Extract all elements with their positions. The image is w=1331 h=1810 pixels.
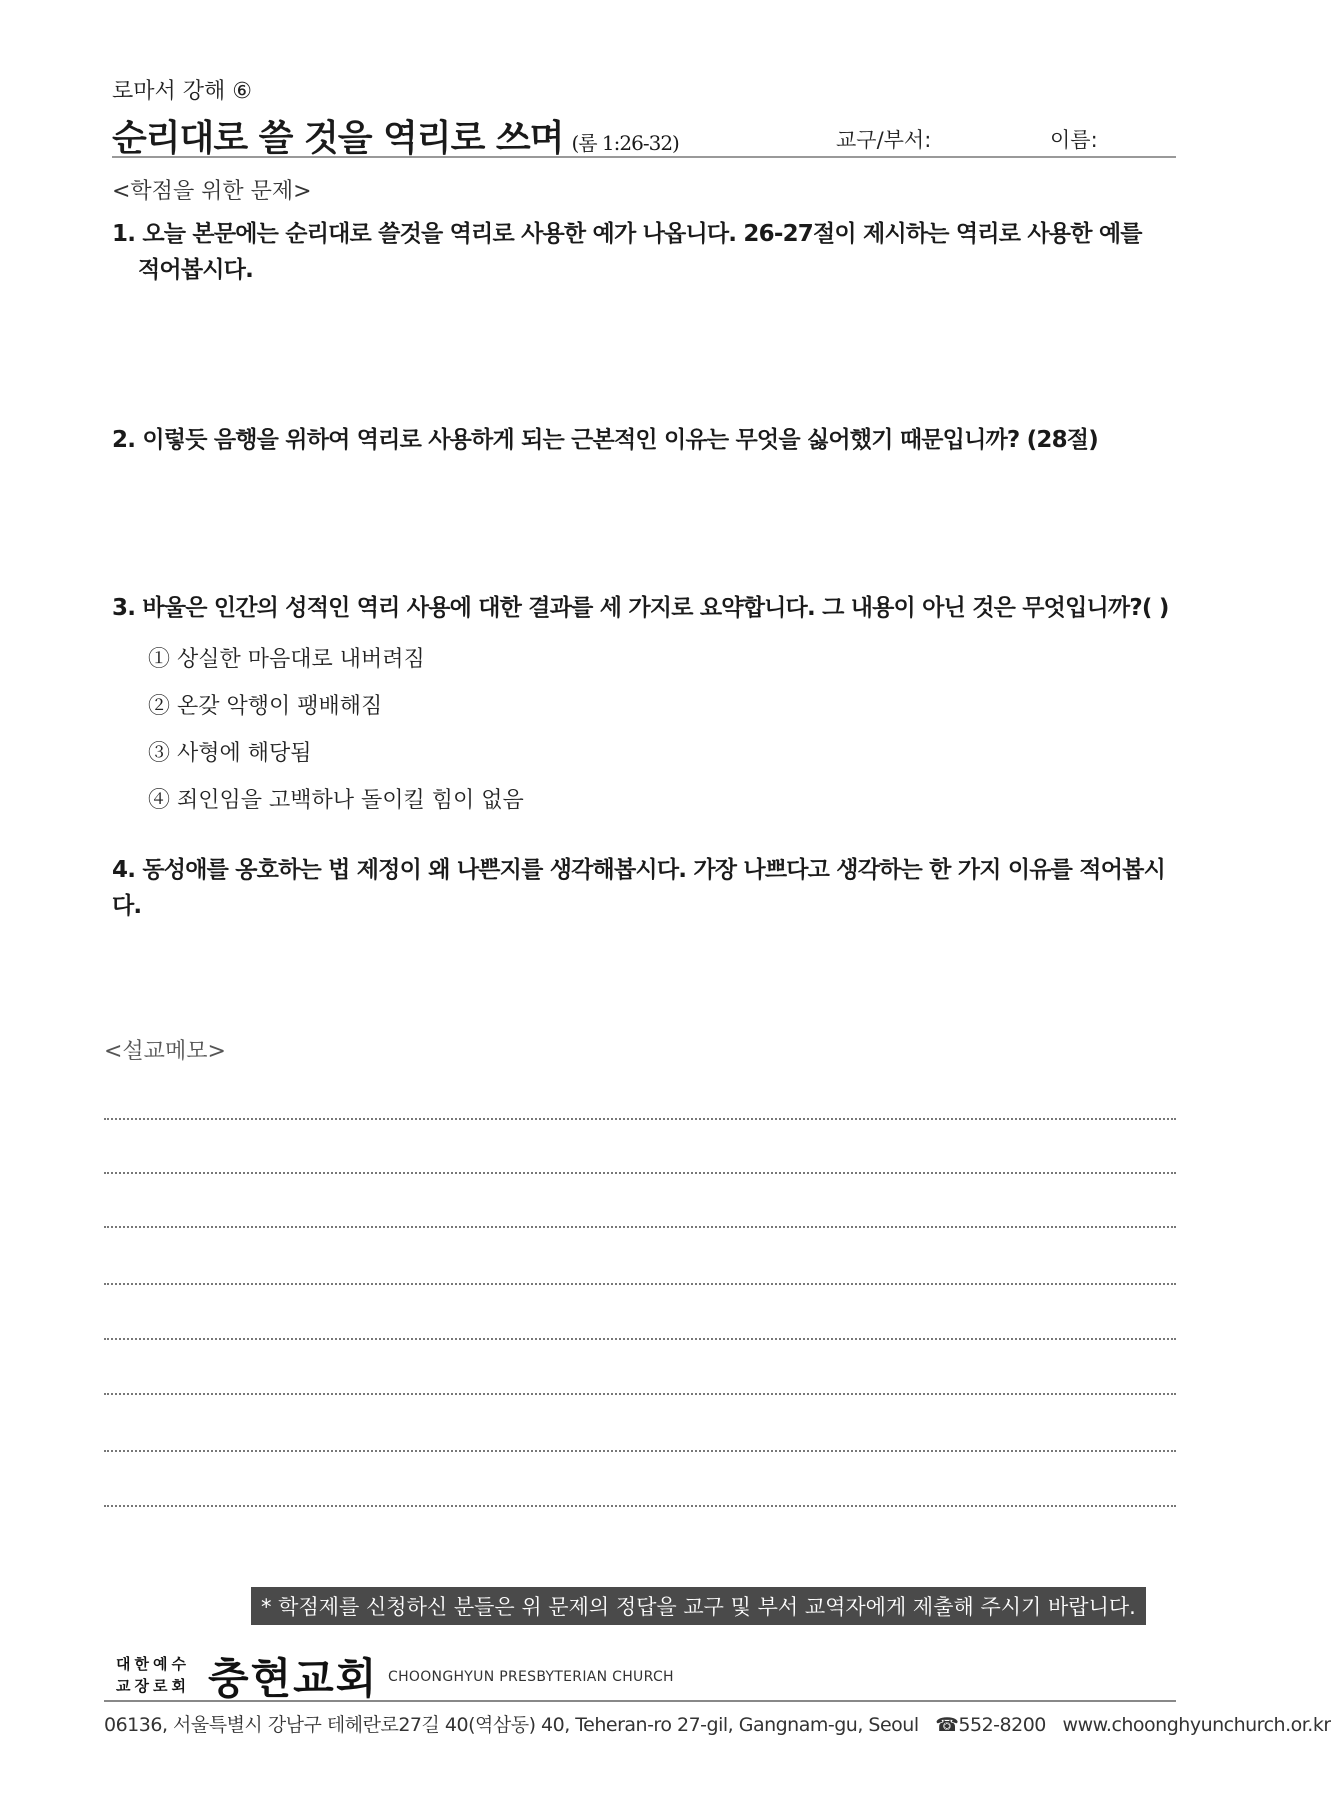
page-title: [112, 110, 679, 161]
question-text: 바울은 인간의 성적인 역리 사용에 대한 결과를 세 가지로 요약합니다. 그 내용이 아닌 것은 무엇입니까?( ): [142, 595, 1169, 621]
memo-line[interactable]: [104, 1172, 1176, 1174]
option-3: ③ 사형에 해당됨: [148, 741, 312, 766]
footer-divider: [104, 1700, 1176, 1702]
denomination-name: 대한예수교장로회: [116, 1655, 190, 1695]
footer-contact: [104, 1710, 1331, 1737]
question-number: 4.: [112, 857, 136, 883]
submission-notice: * 학점제를 신청하신 분들은 위 문제의 정답을 교구 및 부서 교역자에게 제출해 주시기 바랍니다.: [251, 1587, 1146, 1625]
question-3: [112, 590, 1180, 626]
question-number: 3.: [112, 595, 136, 621]
question-number: 1.: [112, 221, 136, 247]
memo-line[interactable]: [104, 1226, 1176, 1228]
question-text-continued: 적어봅시다.: [138, 257, 254, 283]
option-1: ① 상실한 마음대로 내버려짐: [148, 647, 425, 672]
series-label: 로마서 강해 ⑥: [112, 79, 252, 104]
quiz-section-title: <학점을 위한 문제>: [112, 179, 312, 204]
question-text: 동성애를 옹호하는 법 제정이 왜 나쁜지를 생각해봅시다. 가장 나쁘다고 생각하는 한 가지 이유를 적어봅시다.: [112, 857, 1165, 919]
question-text: 오늘 본문에는 순리대로 쓸것을 역리로 사용한 예가 나옵니다. 26-27절이 제시하는 역리로 사용한 예를: [142, 221, 1142, 247]
question-4: [112, 852, 1180, 924]
church-logo: 충현교회: [208, 1654, 379, 1703]
memo-line[interactable]: [104, 1505, 1176, 1507]
header-divider: [112, 156, 1176, 158]
option-4: ④ 죄인임을 고백하나 돌이킬 힘이 없음: [148, 788, 524, 813]
memo-line[interactable]: [104, 1338, 1176, 1340]
department-label: 교구/부서:: [836, 128, 932, 152]
denomination-logo-text: [116, 1653, 196, 1697]
memo-line[interactable]: [104, 1283, 1176, 1285]
website-link[interactable]: www.choonghyunchurch.or.kr: [1062, 1714, 1331, 1736]
name-label: 이름:: [1050, 128, 1098, 152]
question-text: 이렇듯 음행을 위하여 역리로 사용하게 되는 근본적인 이유는 무엇을 싫어했기 때문입니까? (28절): [142, 427, 1098, 453]
church-name-english: CHOONGHYUN PRESBYTERIAN CHURCH: [388, 1669, 674, 1685]
phone-number: ☎552-8200: [935, 1714, 1046, 1736]
memo-line[interactable]: [104, 1118, 1176, 1120]
address: 06136, 서울특별시 강남구 테헤란로27길 40(역삼동) 40, Teheran-ro 27-gil, Gangnam-gu, Seoul: [104, 1714, 919, 1736]
question-2: [112, 422, 1180, 458]
scripture-reference: (롬 1:26-32): [571, 131, 679, 155]
memo-line[interactable]: [104, 1450, 1176, 1452]
title-text: 순리대로 쓸 것을 역리로 쓰며: [112, 118, 564, 159]
memo-title: <설교메모>: [104, 1039, 226, 1064]
question-number: 2.: [112, 427, 136, 453]
option-2: ② 온갖 악행이 팽배해짐: [148, 694, 383, 719]
question-1: [112, 216, 1180, 288]
memo-line[interactable]: [104, 1393, 1176, 1395]
